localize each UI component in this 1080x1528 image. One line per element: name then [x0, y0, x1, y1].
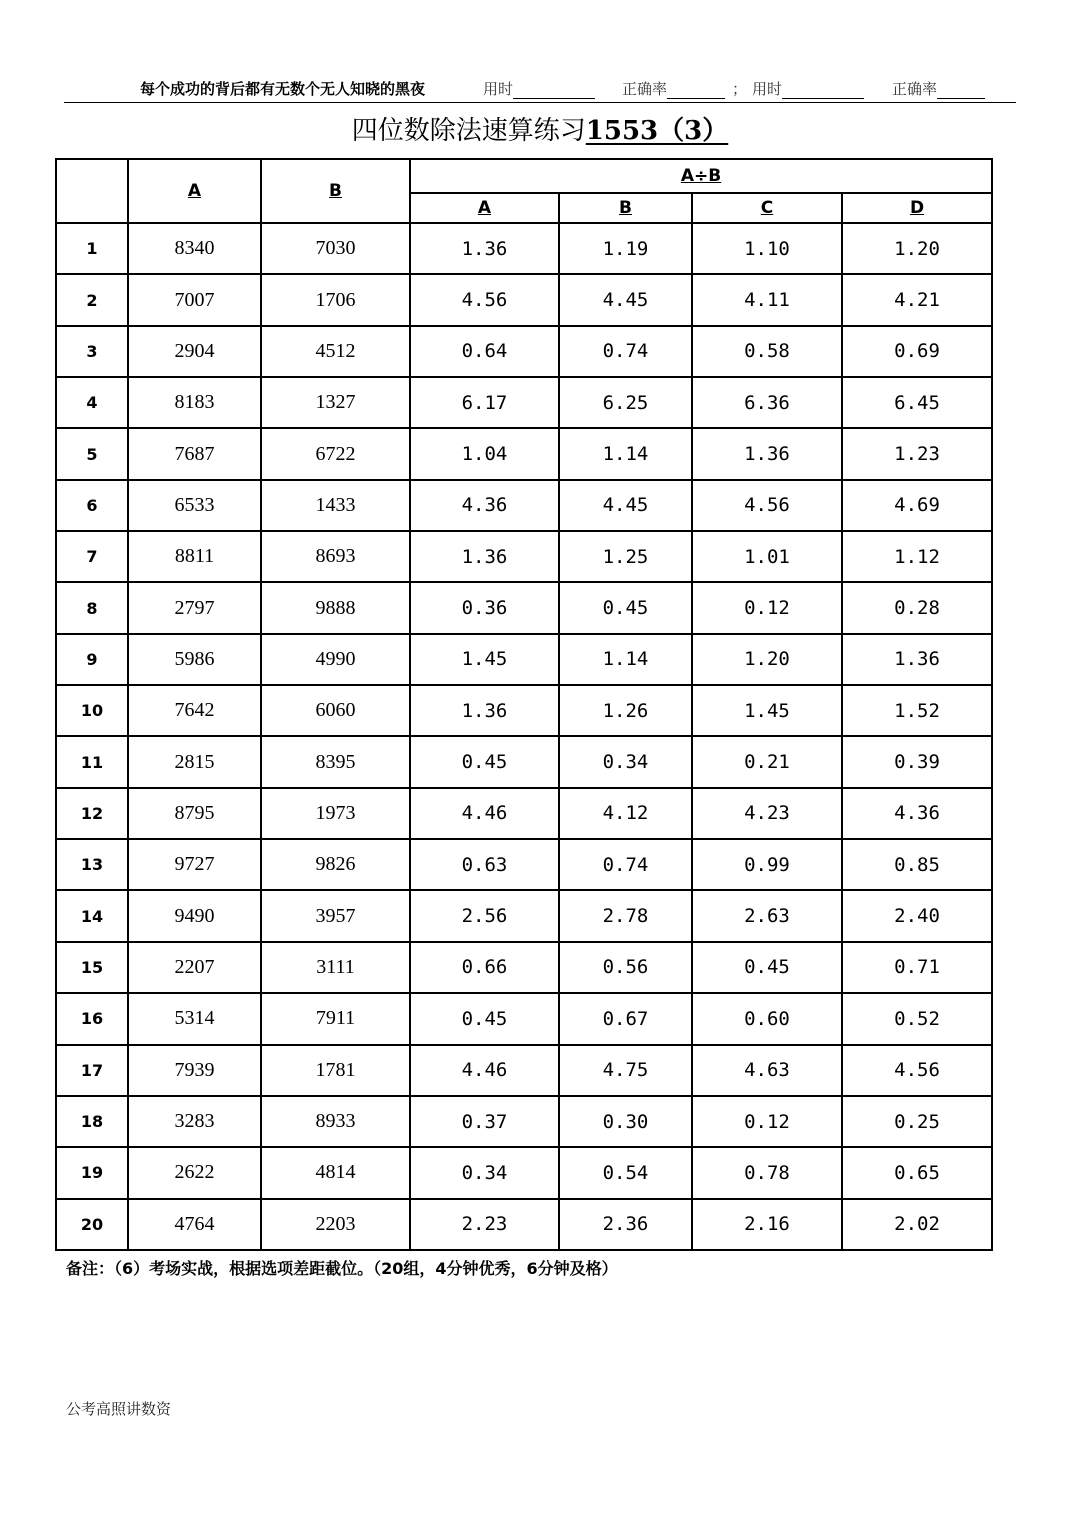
table-row: [56, 634, 992, 685]
divisor-cell: 1433: [261, 480, 410, 531]
row-number: 18: [56, 1096, 128, 1147]
divisor-cell: 4512: [261, 326, 410, 377]
col-a-header: A: [128, 159, 261, 223]
divisor-cell: 8693: [261, 531, 410, 582]
option-d-cell: 1.36: [842, 634, 992, 685]
option-b-cell: 6.25: [559, 377, 692, 428]
table-row: [56, 326, 992, 377]
col-b-header: B: [261, 159, 410, 223]
accuracy-blank-1[interactable]: [667, 84, 725, 99]
dividend-cell: 4764: [128, 1199, 261, 1250]
title-suffix: （3）: [658, 116, 729, 146]
table-row: [56, 685, 992, 736]
option-b-cell: 0.54: [559, 1147, 692, 1198]
table-row: [56, 942, 992, 993]
dividend-cell: 2904: [128, 326, 261, 377]
option-d-cell: 1.20: [842, 223, 992, 274]
divisor-cell: 8933: [261, 1096, 410, 1147]
time-label-1: 用时: [483, 78, 513, 99]
row-number: 17: [56, 1045, 128, 1096]
option-b-cell: 0.74: [559, 839, 692, 890]
row-number: 6: [56, 480, 128, 531]
row-number: 14: [56, 890, 128, 941]
table-row: [56, 736, 992, 787]
option-a-cell: 4.56: [410, 274, 559, 325]
table-row: [56, 223, 992, 274]
separator: ；: [732, 80, 748, 98]
divisor-cell: 1706: [261, 274, 410, 325]
divisor-cell: 4990: [261, 634, 410, 685]
divisor-cell: 9826: [261, 839, 410, 890]
option-c-cell: 4.63: [692, 1045, 842, 1096]
row-number: 12: [56, 788, 128, 839]
option-a-cell: 1.36: [410, 531, 559, 582]
option-d-cell: 6.45: [842, 377, 992, 428]
option-a-header: A: [410, 193, 559, 223]
option-d-cell: 0.85: [842, 839, 992, 890]
option-d-cell: 0.71: [842, 942, 992, 993]
dividend-cell: 9490: [128, 890, 261, 941]
row-number: 20: [56, 1199, 128, 1250]
option-a-cell: 0.63: [410, 839, 559, 890]
table-row: [56, 480, 992, 531]
option-c-cell: 2.16: [692, 1199, 842, 1250]
dividend-cell: 8811: [128, 531, 261, 582]
option-c-cell: 0.45: [692, 942, 842, 993]
row-number: 15: [56, 942, 128, 993]
option-d-cell: 1.12: [842, 531, 992, 582]
option-d-cell: 2.40: [842, 890, 992, 941]
dividend-cell: 2207: [128, 942, 261, 993]
row-number: 16: [56, 993, 128, 1044]
time-blank-1[interactable]: [513, 84, 595, 99]
header-line: [64, 72, 1016, 103]
option-a-cell: 1.36: [410, 685, 559, 736]
accuracy-label-1: 正确率: [622, 78, 667, 99]
option-d-cell: 4.69: [842, 480, 992, 531]
option-b-cell: 1.14: [559, 428, 692, 479]
option-b-cell: 2.36: [559, 1199, 692, 1250]
dividend-cell: 5314: [128, 993, 261, 1044]
row-number: 10: [56, 685, 128, 736]
option-a-cell: 0.36: [410, 582, 559, 633]
option-a-cell: 1.45: [410, 634, 559, 685]
dividend-cell: 5986: [128, 634, 261, 685]
note: 备注：（6）考场实战，根据选项差距截位。（20组，4分钟优秀，6分钟及格）: [66, 1259, 618, 1278]
option-d-cell: 0.25: [842, 1096, 992, 1147]
option-c-cell: 0.21: [692, 736, 842, 787]
row-number: 7: [56, 531, 128, 582]
option-c-cell: 1.20: [692, 634, 842, 685]
divisor-cell: 6060: [261, 685, 410, 736]
row-number: 4: [56, 377, 128, 428]
option-d-cell: 1.23: [842, 428, 992, 479]
option-c-cell: 4.11: [692, 274, 842, 325]
option-b-cell: 4.12: [559, 788, 692, 839]
option-b-cell: 4.45: [559, 480, 692, 531]
group-header: A÷B: [410, 159, 992, 193]
option-a-cell: 4.46: [410, 788, 559, 839]
option-b-cell: 1.25: [559, 531, 692, 582]
dividend-cell: 8183: [128, 377, 261, 428]
option-c-cell: 0.99: [692, 839, 842, 890]
option-a-cell: 0.66: [410, 942, 559, 993]
row-number: 5: [56, 428, 128, 479]
option-c-cell: 4.56: [692, 480, 842, 531]
option-c-cell: 0.58: [692, 326, 842, 377]
option-d-cell: 4.21: [842, 274, 992, 325]
option-d-header: D: [842, 193, 992, 223]
divisor-cell: 7030: [261, 223, 410, 274]
option-a-cell: 0.45: [410, 736, 559, 787]
table-row: [56, 1199, 992, 1250]
option-b-cell: 0.30: [559, 1096, 692, 1147]
option-d-cell: 4.36: [842, 788, 992, 839]
dividend-cell: 7007: [128, 274, 261, 325]
option-c-cell: 0.78: [692, 1147, 842, 1198]
option-b-cell: 4.45: [559, 274, 692, 325]
dividend-cell: 8340: [128, 223, 261, 274]
option-a-cell: 0.37: [410, 1096, 559, 1147]
option-c-cell: 0.12: [692, 582, 842, 633]
option-d-cell: 0.65: [842, 1147, 992, 1198]
table-row: [56, 531, 992, 582]
option-d-cell: 4.56: [842, 1045, 992, 1096]
row-number: 2: [56, 274, 128, 325]
dividend-cell: 7642: [128, 685, 261, 736]
motto: 每个成功的背后都有无数个无人知晓的黑夜: [140, 80, 426, 98]
time-label-2: 用时: [752, 78, 782, 99]
option-c-cell: 4.23: [692, 788, 842, 839]
dividend-cell: 2622: [128, 1147, 261, 1198]
option-b-cell: 4.75: [559, 1045, 692, 1096]
option-d-cell: 1.52: [842, 685, 992, 736]
divisor-cell: 1781: [261, 1045, 410, 1096]
divisor-cell: 1327: [261, 377, 410, 428]
option-c-cell: 0.12: [692, 1096, 842, 1147]
option-c-cell: 0.60: [692, 993, 842, 1044]
table-row: [56, 1147, 992, 1198]
divisor-cell: 4814: [261, 1147, 410, 1198]
option-a-cell: 0.45: [410, 993, 559, 1044]
row-number: 19: [56, 1147, 128, 1198]
dividend-cell: 6533: [128, 480, 261, 531]
title-text: 四位数除法速算练习: [351, 116, 586, 146]
option-b-cell: 2.78: [559, 890, 692, 941]
dividend-cell: 2815: [128, 736, 261, 787]
option-b-cell: 1.14: [559, 634, 692, 685]
option-d-cell: 0.39: [842, 736, 992, 787]
option-b-cell: 1.19: [559, 223, 692, 274]
dividend-cell: 3283: [128, 1096, 261, 1147]
option-c-cell: 6.36: [692, 377, 842, 428]
option-b-cell: 1.26: [559, 685, 692, 736]
option-a-cell: 0.34: [410, 1147, 559, 1198]
option-d-cell: 0.28: [842, 582, 992, 633]
option-c-cell: 1.45: [692, 685, 842, 736]
option-d-cell: 0.52: [842, 993, 992, 1044]
option-d-cell: 0.69: [842, 326, 992, 377]
option-c-cell: 2.63: [692, 890, 842, 941]
option-a-cell: 4.36: [410, 480, 559, 531]
row-number: 13: [56, 839, 128, 890]
option-a-cell: 1.04: [410, 428, 559, 479]
table-row: [56, 428, 992, 479]
practice-table: [55, 158, 993, 1251]
option-d-cell: 2.02: [842, 1199, 992, 1250]
divisor-cell: 6722: [261, 428, 410, 479]
table-row: [56, 788, 992, 839]
table-row: [56, 890, 992, 941]
option-c-cell: 1.01: [692, 531, 842, 582]
option-c-header: C: [692, 193, 842, 223]
time-blank-2[interactable]: [782, 84, 864, 99]
divisor-cell: 9888: [261, 582, 410, 633]
table-row: [56, 1045, 992, 1096]
dividend-cell: 7939: [128, 1045, 261, 1096]
row-number: 11: [56, 736, 128, 787]
divisor-cell: 3111: [261, 942, 410, 993]
option-b-cell: 0.56: [559, 942, 692, 993]
divisor-cell: 8395: [261, 736, 410, 787]
divisor-cell: 7911: [261, 993, 410, 1044]
footer: 公考高照讲数资: [66, 1400, 172, 1418]
divisor-cell: 1973: [261, 788, 410, 839]
dividend-cell: 9727: [128, 839, 261, 890]
option-a-cell: 4.46: [410, 1045, 559, 1096]
dividend-cell: 2797: [128, 582, 261, 633]
row-number: 1: [56, 223, 128, 274]
option-a-cell: 6.17: [410, 377, 559, 428]
option-c-cell: 1.10: [692, 223, 842, 274]
row-number: 9: [56, 634, 128, 685]
dividend-cell: 7687: [128, 428, 261, 479]
option-a-cell: 2.23: [410, 1199, 559, 1250]
divisor-cell: 3957: [261, 890, 410, 941]
dividend-cell: 8795: [128, 788, 261, 839]
option-b-cell: 0.67: [559, 993, 692, 1044]
option-b-cell: 0.74: [559, 326, 692, 377]
table-row: [56, 274, 992, 325]
option-a-cell: 0.64: [410, 326, 559, 377]
title-number: 1553（3）: [585, 116, 729, 146]
accuracy-label-2: 正确率: [892, 78, 937, 99]
option-b-cell: 0.34: [559, 736, 692, 787]
table-row: [56, 993, 992, 1044]
option-a-cell: 2.56: [410, 890, 559, 941]
divisor-cell: 2203: [261, 1199, 410, 1250]
table-row: [56, 1096, 992, 1147]
row-number: 3: [56, 326, 128, 377]
table-row: [56, 839, 992, 890]
row-number: 8: [56, 582, 128, 633]
option-b-cell: 0.45: [559, 582, 692, 633]
option-c-cell: 1.36: [692, 428, 842, 479]
table-row: [56, 582, 992, 633]
option-a-cell: 1.36: [410, 223, 559, 274]
table-row: [56, 377, 992, 428]
index-header: [56, 159, 128, 223]
option-b-header: B: [559, 193, 692, 223]
accuracy-blank-2[interactable]: [937, 84, 985, 99]
page-title: [0, 110, 1080, 147]
